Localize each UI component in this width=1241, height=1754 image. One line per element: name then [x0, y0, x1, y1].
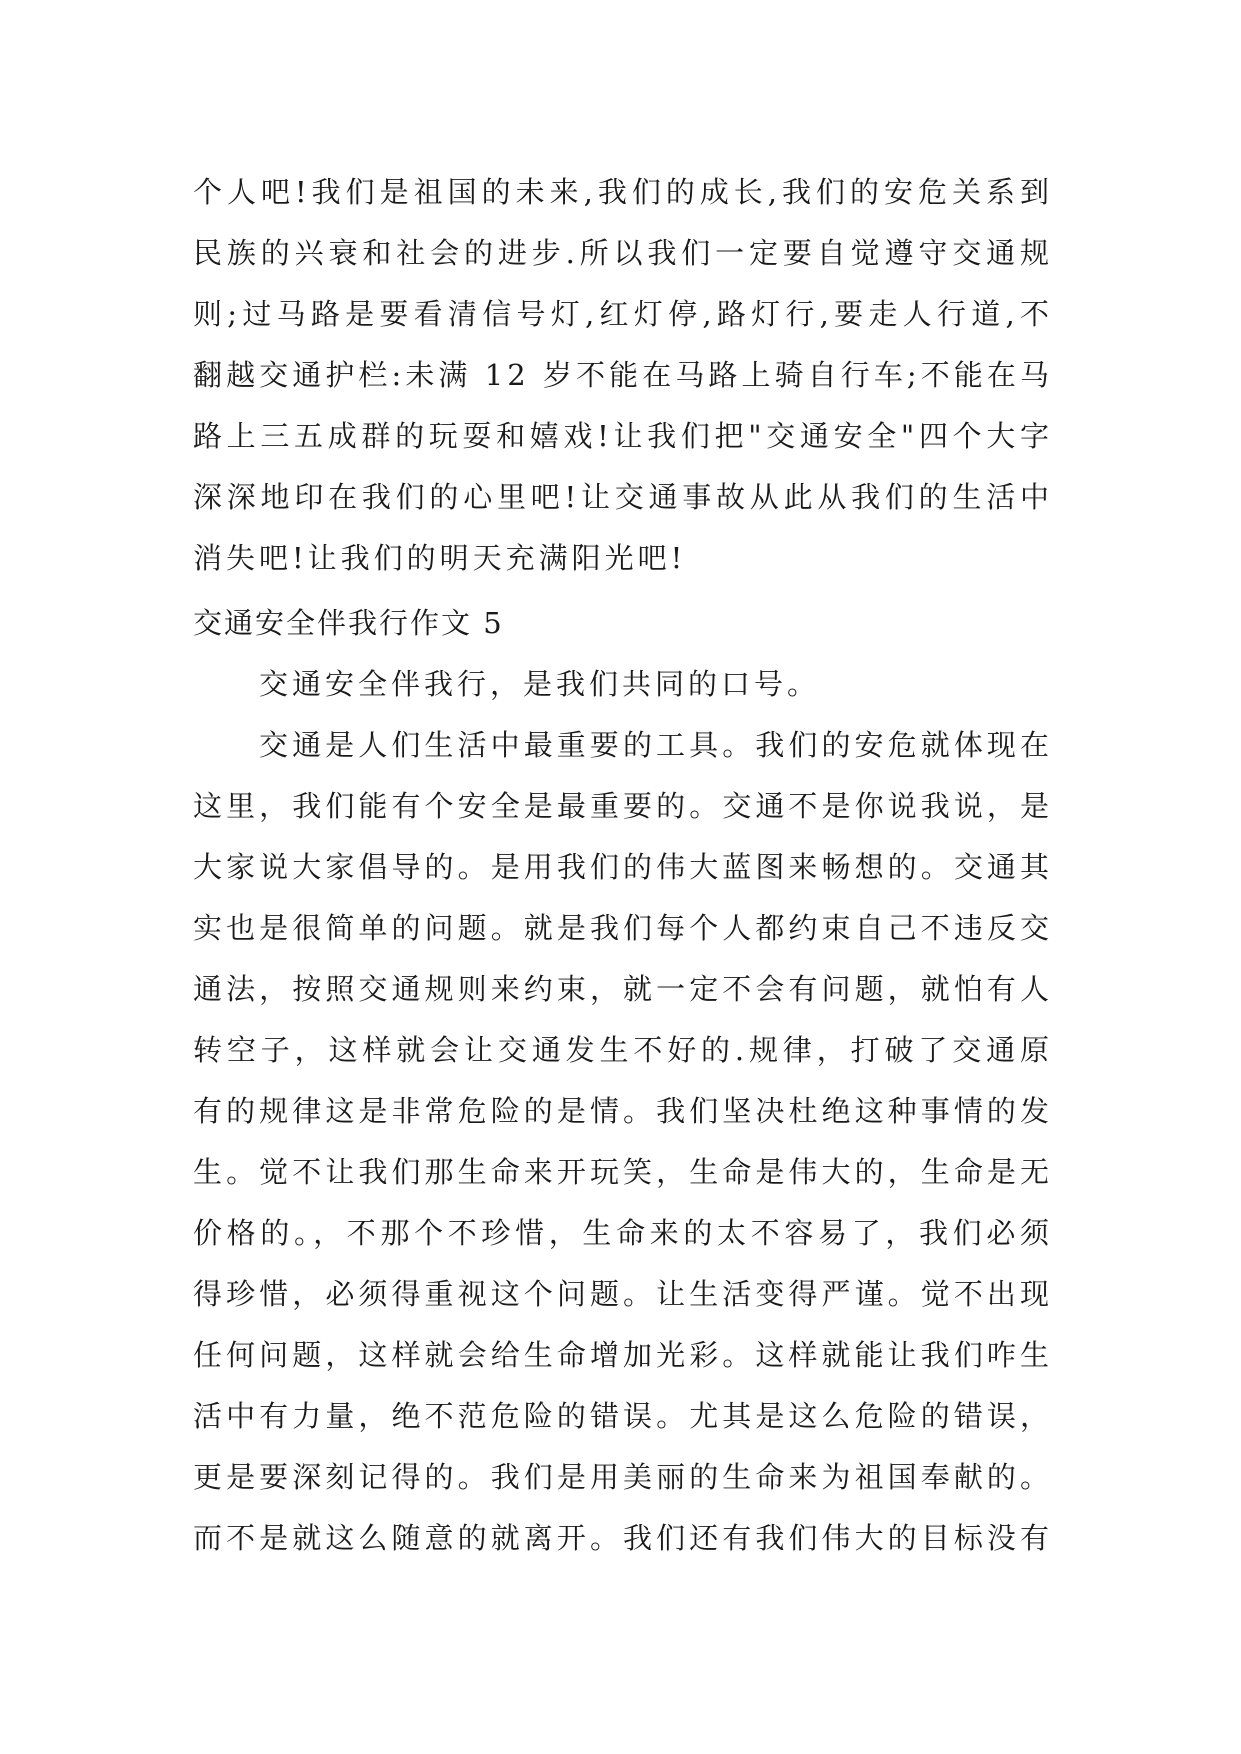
- paragraph-line: 通法，按照交通规则来约束，就一定不会有问题，就怕有人: [193, 972, 1053, 1006]
- paragraph-line: 交通是人们生活中最重要的工具。我们的安危就体现在: [259, 728, 1053, 762]
- paragraph-line: 消失吧!让我们的明天充满阳光吧!: [193, 541, 687, 575]
- paragraph-line: 深深地印在我们的心里吧!让交通事故从此从我们的生活中: [193, 480, 1053, 514]
- section-title: 交通安全伴我行作文 5: [193, 606, 504, 640]
- paragraph-line: 路上三五成群的玩耍和嬉戏!让我们把"交通安全"四个大字: [193, 419, 1053, 453]
- paragraph-line: 大家说大家倡导的。是用我们的伟大蓝图来畅想的。交通其: [193, 850, 1053, 884]
- paragraph-line: 转空子，这样就会让交通发生不好的.规律，打破了交通原: [193, 1033, 1053, 1067]
- paragraph-line: 翻越交通护栏:未满 12 岁不能在马路上骑自行车;不能在马: [193, 358, 1053, 392]
- paragraph-line: 有的规律这是非常危险的是情。我们坚决杜绝这种事情的发: [193, 1094, 1053, 1128]
- paragraph-line: 实也是很简单的问题。就是我们每个人都约束自己不违反交: [193, 911, 1053, 945]
- paragraph-line: 活中有力量，绝不范危险的错误。尤其是这么危险的错误，: [193, 1399, 1053, 1433]
- paragraph-line: 则;过马路是要看清信号灯,红灯停,路灯行,要走人行道,不: [193, 297, 1053, 331]
- top-paragraph: [193, 162, 1053, 589]
- paragraph-line: 个人吧!我们是祖国的未来,我们的成长,我们的安危关系到: [193, 175, 1053, 209]
- paragraph-line: 得珍惜，必须得重视这个问题。让生活变得严谨。觉不出现: [193, 1277, 1053, 1311]
- paragraph-line: 生。觉不让我们那生命来开玩笑，生命是伟大的，生命是无: [193, 1155, 1053, 1189]
- paragraph-line: 而不是就这么随意的就离开。我们还有我们伟大的目标没有: [193, 1521, 1053, 1555]
- section-body: [193, 654, 1053, 1569]
- intro-line: 交通安全伴我行，是我们共同的口号。: [259, 667, 821, 701]
- paragraph-line: 任何问题，这样就会给生命增加光彩。这样就能让我们咋生: [193, 1338, 1053, 1372]
- paragraph-line: 价格的。，不那个不珍惜，生命来的太不容易了，我们必须: [193, 1216, 1053, 1250]
- paragraph-line: 这里，我们能有个安全是最重要的。交通不是你说我说，是: [193, 789, 1053, 823]
- paragraph-line: 更是要深刻记得的。我们是用美丽的生命来为祖国奉献的。: [193, 1460, 1053, 1494]
- paragraph-line: 民族的兴衰和社会的进步.所以我们一定要自觉遵守交通规: [193, 236, 1053, 270]
